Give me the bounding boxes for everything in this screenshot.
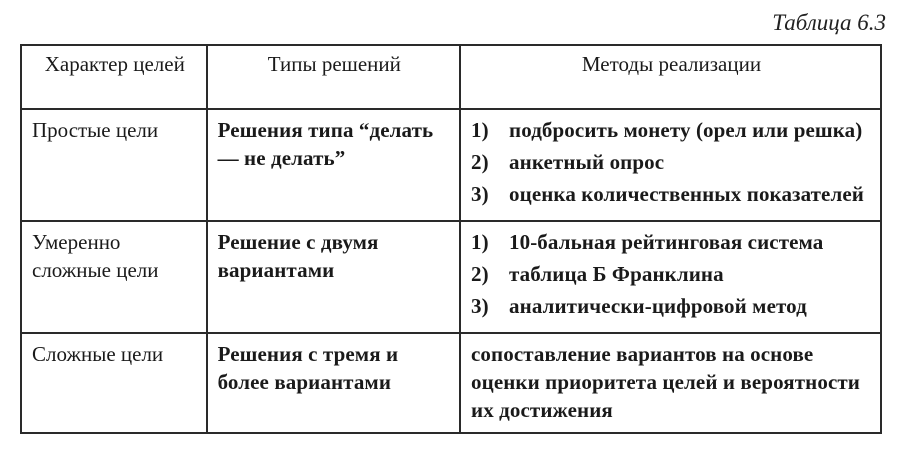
method-number: 2) [471,150,489,174]
method-item [471,116,872,144]
method-number: 1) [471,118,489,142]
methods-list [471,116,872,208]
methods-cell: сопоставление вариантов на основе оценки приоритета целей и вероятности их достижения [460,333,881,433]
method-text: таблица Б Франклина [509,262,724,286]
table-row [21,333,881,433]
goal-cell: Простые цели [21,109,207,221]
method-number: 3) [471,182,489,206]
table-caption: Таблица 6.3 [772,10,886,35]
table-row [21,221,881,333]
method-text: анкетный опрос [509,150,665,174]
method-item [471,180,872,208]
methods-cell [460,109,881,221]
solution-cell: Решения типа “делать — не делать” [207,109,460,221]
method-text: аналитически-цифровой метод [509,294,807,318]
header-methods: Методы реализации [460,45,881,109]
method-text: подбросить монету (орел или решка) [509,118,863,142]
header-solution-type: Типы решений [207,45,460,109]
solution-cell: Решение с двумя вариантами [207,221,460,333]
method-number: 2) [471,262,489,286]
method-item [471,228,872,256]
methods-list [471,228,872,320]
method-text: 10-бальная рейтинговая система [509,230,824,254]
goals-methods-table [20,44,882,434]
solution-cell: Решения с тремя и более вариантами [207,333,460,433]
table-header-row [21,45,881,109]
table-row [21,109,881,221]
methods-cell [460,221,881,333]
method-item [471,260,872,288]
goal-cell: Сложные цели [21,333,207,433]
method-item [471,148,872,176]
method-text: оценка количественных показателей [509,182,864,206]
method-number: 3) [471,294,489,318]
method-number: 1) [471,230,489,254]
goal-cell: Умеренно сложные цели [21,221,207,333]
method-item [471,292,872,320]
header-goal-type: Характер целей [21,45,207,109]
